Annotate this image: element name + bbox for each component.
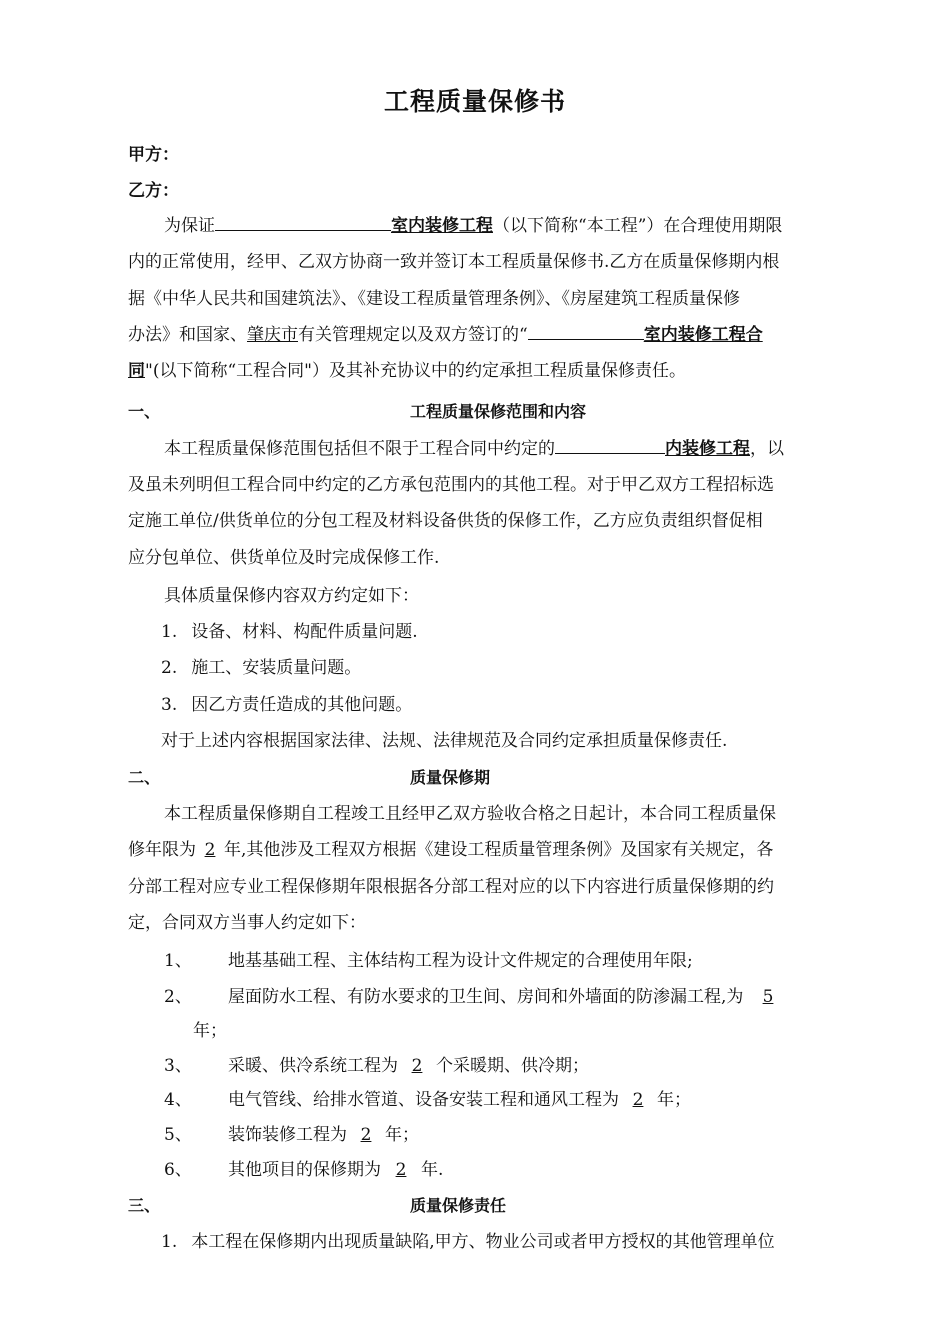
blank-field [528, 319, 644, 340]
s2-list-item: 2、 屋面防水工程、有防水要求的卫生间、房间和外墙面的防渗漏工程,为 5 [164, 979, 860, 1015]
party-b-label: 乙方： [128, 181, 179, 201]
intro-line-3: 据《中华人民共和国建筑法》、《建设工程质量管理条例》、《房屋建筑工程质量保修 [128, 289, 740, 309]
period-value: 5 [762, 987, 774, 1007]
s2-list-item: 6、 其他项目的保修期为 2 年. [164, 1152, 896, 1188]
s1-para-line-5: 具体质量保修内容双方约定如下： [164, 586, 419, 606]
period-value: 2 [360, 1125, 372, 1145]
s1-para-line-1: 本工程质量保修范围包括但不限于工程合同中约定的 内装修工程，以 [164, 431, 860, 467]
period-value: 2 [395, 1160, 407, 1180]
s1-para-line-3: 定施工单位/供货单位的分包工程及材料设备供货的保修工作，乙方应负责组织督促相 [128, 511, 763, 531]
intro-line-2: 内的正常使用，经甲、乙双方协商一致并签订本工程质量保修书.乙方在质量保修期内根 [128, 252, 780, 272]
section-2-number: 二、 [128, 768, 161, 787]
scope-name: 内装修工程 [665, 439, 750, 459]
section-3-title: 质量保修责任 [410, 1196, 507, 1215]
s1-list-item: 2. 施工、安装质量问题。 [161, 658, 362, 678]
city-name: 肇庆市 [247, 325, 298, 345]
s2-list-item: 5、 装饰装修工程为 2 年； [164, 1117, 896, 1153]
intro-line-5: 同"(以下简称“工程合同"）及其补充协议中的约定承担工程质量保修责任。 [128, 361, 686, 381]
intro-line-4: 办法》和国家、肇庆市有关管理规定以及双方签订的“ 室内装修工程合 [128, 317, 860, 353]
contract-name: 室内装修工程合 [643, 325, 763, 345]
s2-para-line-3: 分部工程对应专业工程保修期年限根据各分部工程对应的以下内容进行质量保修期的约 [128, 877, 774, 897]
intro-line-1: 为保证 室内装修工程（以下简称“本工程”）在合理使用期限 [164, 208, 860, 244]
period-value: 2 [411, 1056, 423, 1076]
s1-para-line-2: 及虽未列明但工程合同中约定的乙方承包范围内的其他工程。对于甲乙双方工程招标选 [128, 475, 774, 495]
s2-para-line-1: 本工程质量保修期自工程竣工且经甲乙双方验收合格之日起计，本合同工程质量保 [164, 804, 776, 824]
section-2-title: 质量保修期 [410, 768, 491, 787]
s2-list-item-cont: 年； [193, 1021, 227, 1041]
blank-field [555, 433, 665, 454]
document-title: 工程质量保修书 [383, 87, 566, 116]
s2-para-line-2: 修年限为 2 年,其他涉及工程双方根据《建设工程质量管理条例》及国家有关规定，各 [128, 832, 860, 868]
s1-list-item: 1. 设备、材料、构配件质量问题. [161, 622, 418, 642]
s2-list-item: 4、 电气管线、给排水管道、设备安装工程和通风工程为 2 年； [164, 1082, 896, 1118]
s1-para-line-4: 应分包单位、供货单位及时完成保修工作. [128, 548, 440, 568]
section-1-number: 一、 [128, 402, 161, 421]
s1-para-line-6: 对于上述内容根据国家法律、法规、法律规范及合同约定承担质量保修责任. [161, 731, 728, 751]
s2-list-item: 3、 采暖、供冷系统工程为 2 个采暖期、供冷期； [164, 1048, 896, 1084]
section-3-number: 三、 [128, 1196, 161, 1215]
s2-list-item: 1、 地基基础工程、主体结构工程为设计文件规定的合理使用年限; [164, 951, 693, 971]
section-1-title: 工程质量保修范围和内容 [410, 402, 587, 421]
s1-list-item: 3. 因乙方责任造成的其他问题。 [161, 695, 413, 715]
blank-field [215, 210, 391, 231]
party-a-label: 甲方： [128, 145, 179, 165]
warranty-years: 2 [204, 840, 216, 860]
period-value: 2 [632, 1090, 644, 1110]
s3-list-item: 1. 本工程在保修期内出现质量缺陷,甲方、物业公司或者甲方授权的其他管理单位 [161, 1232, 775, 1252]
project-name: 室内装修工程 [391, 216, 493, 236]
s2-para-line-4: 定，合同双方当事人约定如下： [128, 913, 366, 933]
